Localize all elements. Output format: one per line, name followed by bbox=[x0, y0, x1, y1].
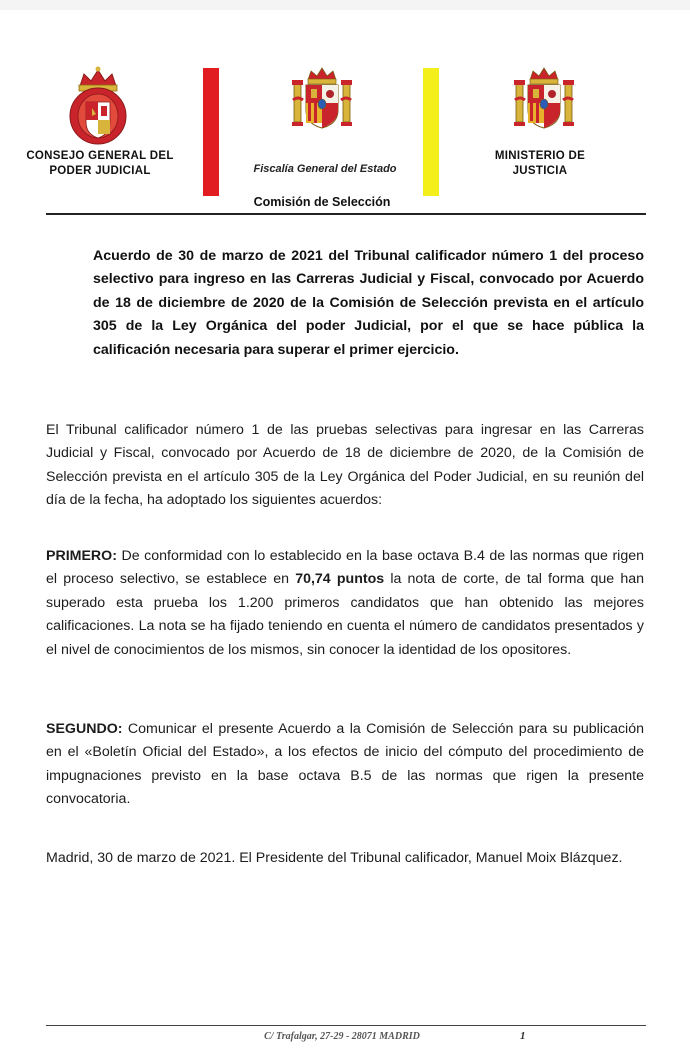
primero-paragraph bbox=[46, 545, 644, 662]
comision-label: Comisión de Selección bbox=[253, 195, 391, 209]
primero-text-before: De conformidad con lo establecido en la base octava B.4 de las normas que rigen el proceso selectivo, se establece en bbox=[46, 548, 644, 588]
cgpj-emblem-icon bbox=[66, 64, 130, 146]
ministerio-name-line1: MINISTERIO DE bbox=[494, 150, 586, 162]
segundo-text: Comunicar el presente Acuerdo a la Comisión de Selección para su publicación en el «Boletín Oficial del Estado», a los efectos de inicio del cómputo del procedimiento de impugnaciones previsto en la base octava B.5 de las normas que rigen la presente convocatoria. bbox=[46, 721, 644, 808]
footer-address: C/ Trafalgar, 27-29 - 28071 MADRID bbox=[264, 1031, 420, 1042]
spain-coat-of-arms-icon bbox=[512, 66, 576, 130]
header-divider bbox=[46, 213, 646, 215]
ministerio-name bbox=[470, 149, 610, 179]
footer-divider bbox=[46, 1025, 646, 1026]
fiscalia-name: Fiscalía General del Estado bbox=[253, 163, 397, 175]
document-title: Acuerdo de 30 de marzo de 2021 del Tribunal calificador número 1 del proceso selectivo para ingreso en las Carreras Judicial y Fiscal, convocado por Acuerdo de 18 de diciembre de 2020 de la Comisión de Selección prevista en el artículo 305 de la Ley Orgánica del poder Judicial, por el que se hace pública la calificación necesaria para superar el primer ejercicio. bbox=[93, 248, 644, 358]
primero-label: PRIMERO: bbox=[46, 548, 117, 564]
ministerio-name-line2: JUSTICIA bbox=[512, 165, 568, 177]
segundo-label: SEGUNDO: bbox=[46, 721, 123, 737]
cgpj-name bbox=[10, 149, 190, 179]
segundo-paragraph bbox=[46, 718, 644, 812]
primero-text-after: la nota de corte, de tal forma que han superado esta prueba los 1.200 primeros candidatos que han obtenido las mejores calificaciones. La nota se ha fijado teniendo en cuenta el número de candidatos presentados y el nivel de conocimientos de los mismos, sin conocer la identidad de los opositores. bbox=[46, 571, 644, 658]
intro-paragraph: El Tribunal calificador número 1 de las pruebas selectivas para ingresar en las Carreras Judicial y Fiscal, convocado por Acuerdo de 18 de diciembre de 2020, de la Comisión de Selección prevista en el artículo 305 de la Ley Orgánica del Poder Judicial, en su reunión del día de la fecha, ha adoptado los siguientes acuerdos: bbox=[46, 422, 644, 509]
top-bar bbox=[0, 0, 690, 10]
cutoff-score: 70,74 puntos bbox=[295, 571, 385, 588]
flag-red-stripe bbox=[203, 68, 219, 196]
cgpj-name-line2: PODER JUDICIAL bbox=[49, 165, 151, 177]
page-number: 1 bbox=[520, 1030, 526, 1042]
cgpj-name-line1: CONSEJO GENERAL DEL bbox=[26, 150, 174, 162]
signature-paragraph: Madrid, 30 de marzo de 2021. El Presidente del Tribunal calificador, Manuel Moix Blázquez. bbox=[46, 850, 623, 866]
flag-yellow-stripe bbox=[423, 68, 439, 196]
spain-coat-of-arms-icon bbox=[290, 66, 354, 130]
